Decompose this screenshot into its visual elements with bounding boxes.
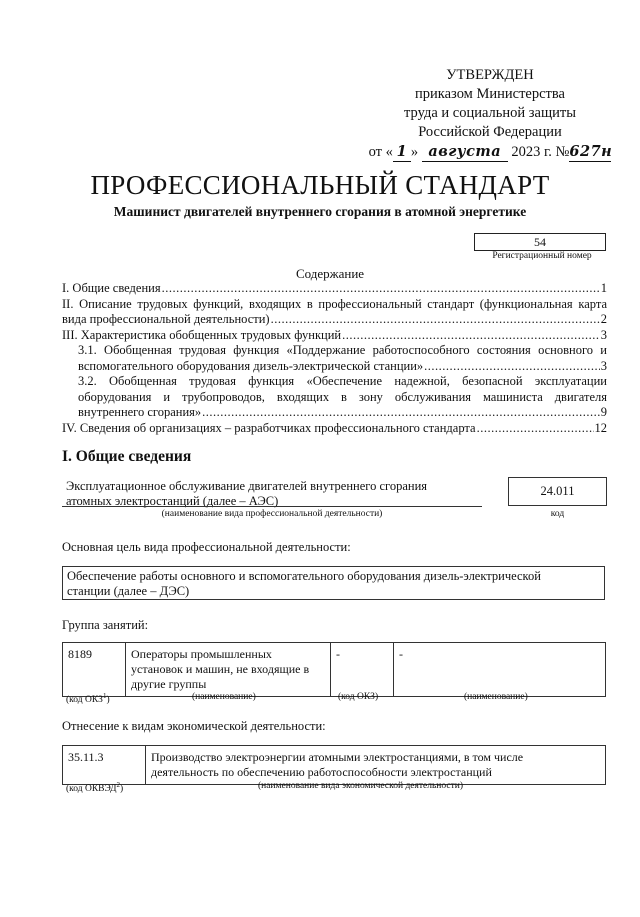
- okz-name-cell: -: [394, 643, 606, 697]
- okved-code-caption: [66, 781, 123, 794]
- section-heading: I. Общие сведения: [62, 448, 192, 465]
- registration-number-label: Регистрационный номер: [492, 251, 592, 261]
- activity-name-line: Эксплуатационное обслуживание двигателей внутреннего сгорания: [66, 479, 428, 493]
- okz-name-caption: (наименование): [192, 692, 256, 702]
- approval-line-4: Российской Федерации: [418, 124, 562, 140]
- okved-name-line: Производство электроэнергии атомными электростанциями, в том числе: [151, 750, 524, 764]
- okz-name-line: Операторы промышленных: [131, 647, 272, 661]
- toc-item-page: 3: [600, 327, 607, 342]
- okved-name-caption: (наименование вида экономической деятельности): [258, 781, 463, 791]
- table-row: [63, 643, 606, 697]
- toc-item-text: III. Характеристика обобщенных трудовых функций: [62, 327, 342, 342]
- toc-leader: [271, 312, 600, 328]
- okved-name-line: деятельность по обеспечению работоспособности электростанций: [151, 765, 492, 779]
- okz-code-caption-2: (код ОКЗ): [338, 692, 379, 702]
- okz-name-line: установок и машин, не входящие в: [131, 662, 310, 676]
- activity-name-line: атомных электростанций (далее – АЭС): [66, 494, 279, 508]
- caption-text: (код ОКВЭД: [66, 784, 117, 795]
- toc-leader: [424, 359, 600, 375]
- toc-item-text: I. Общие сведения: [62, 281, 161, 295]
- okved-code-cell: 35.11.3: [63, 746, 146, 785]
- goal-box: [62, 566, 605, 600]
- economic-table: [62, 745, 606, 785]
- okz-name-cell: [126, 643, 331, 697]
- toc-item-text: внутреннего сгорания»: [78, 405, 202, 419]
- okz-name-line: другие группы: [131, 677, 207, 691]
- toc-leader: [202, 405, 600, 421]
- toc-item[interactable]: [62, 297, 607, 328]
- registration-number-box: 54: [474, 233, 606, 251]
- approval-date-line: [360, 142, 620, 162]
- occupations-table: [62, 642, 606, 697]
- approval-line-2: приказом Министерства: [415, 86, 565, 102]
- date-month: августа: [422, 142, 508, 162]
- table-row: [63, 746, 606, 785]
- toc-item-page: 9: [600, 405, 607, 419]
- toc-item-page: 3: [600, 358, 607, 373]
- approval-block: [360, 66, 620, 162]
- caption-text: ): [119, 784, 124, 795]
- toc-item[interactable]: [62, 421, 607, 437]
- okz-code-cell: 8189: [63, 643, 126, 697]
- date-day: 1: [393, 142, 411, 162]
- toc-item-text: оборудования и трубопроводов, входящих в зону обслуживания машиниста двигателя: [78, 389, 607, 404]
- caption-text: (код ОКЗ: [66, 695, 103, 706]
- toc-item[interactable]: [62, 343, 607, 374]
- footnote-mark: 1: [102, 692, 107, 700]
- date-prefix: от «: [368, 144, 393, 160]
- toc-item[interactable]: [62, 374, 607, 421]
- okz-code-cell: -: [331, 643, 394, 697]
- activity-code-box: 24.011: [508, 477, 607, 506]
- footnote-mark: 2: [116, 781, 120, 789]
- approval-line-3: труда и социальной защиты: [404, 105, 576, 121]
- date-mid: »: [410, 144, 419, 160]
- toc-item-text: 3.1. Обобщенная трудовая функция «Поддержание работоспособного состояния основного и: [78, 343, 607, 357]
- document-title: ПРОФЕССИОНАЛЬНЫЙ СТАНДАРТ: [90, 170, 550, 200]
- document-subtitle: Машинист двигателей внутреннего сгорания в атомной энергетике: [113, 204, 527, 219]
- toc-leader: [477, 421, 594, 437]
- okz-name-caption-2: (наименование): [464, 692, 528, 702]
- toc-item[interactable]: [62, 281, 607, 297]
- toc-item-text: вспомогательного оборудования дизель-электрической станции»: [78, 358, 424, 373]
- toc-item-page: 2: [600, 312, 607, 326]
- okved-name-cell: [146, 746, 606, 785]
- okz-code-caption: [66, 692, 110, 705]
- goal-text-line: станции (далее – ДЭС): [67, 584, 190, 598]
- toc-list: [62, 281, 607, 436]
- toc-item-page: 12: [594, 420, 607, 435]
- date-year: 2023 г. №: [511, 144, 570, 160]
- toc-item-text: II. Описание трудовых функций, входящих в профессиональный стандарт (функциональная карта: [62, 296, 607, 311]
- toc-item-text: 3.2. Обобщенная трудовая функция «Обеспечение надежной, безопасной эксплуатации: [78, 374, 607, 388]
- order-number: 627н: [569, 143, 613, 160]
- code-caption: код: [550, 509, 565, 519]
- toc-leader: [162, 281, 600, 297]
- toc-item-text: IV. Сведения об организациях – разработчиках профессионального стандарта: [62, 420, 476, 435]
- toc-item[interactable]: [62, 328, 607, 344]
- goal-label: Основная цель вида профессиональной деятельности:: [62, 540, 351, 554]
- activity-name: [66, 479, 427, 509]
- toc-heading: Содержание: [295, 266, 365, 281]
- occupations-label: Группа занятий:: [62, 618, 149, 632]
- caption-text: ): [106, 695, 110, 706]
- activity-caption: (наименование вида профессиональной деятельности): [161, 509, 383, 519]
- toc-item-page: 1: [600, 281, 607, 295]
- toc-item-text: вида профессиональной деятельности): [62, 312, 270, 326]
- activity-underline: [62, 506, 482, 507]
- toc-leader: [342, 328, 600, 344]
- approval-title: УТВЕРЖДЕН: [446, 67, 534, 83]
- goal-text-line: Обеспечение работы основного и вспомогательного оборудования дизель-электрической: [67, 569, 541, 583]
- economic-label: Отнесение к видам экономической деятельности:: [62, 719, 326, 733]
